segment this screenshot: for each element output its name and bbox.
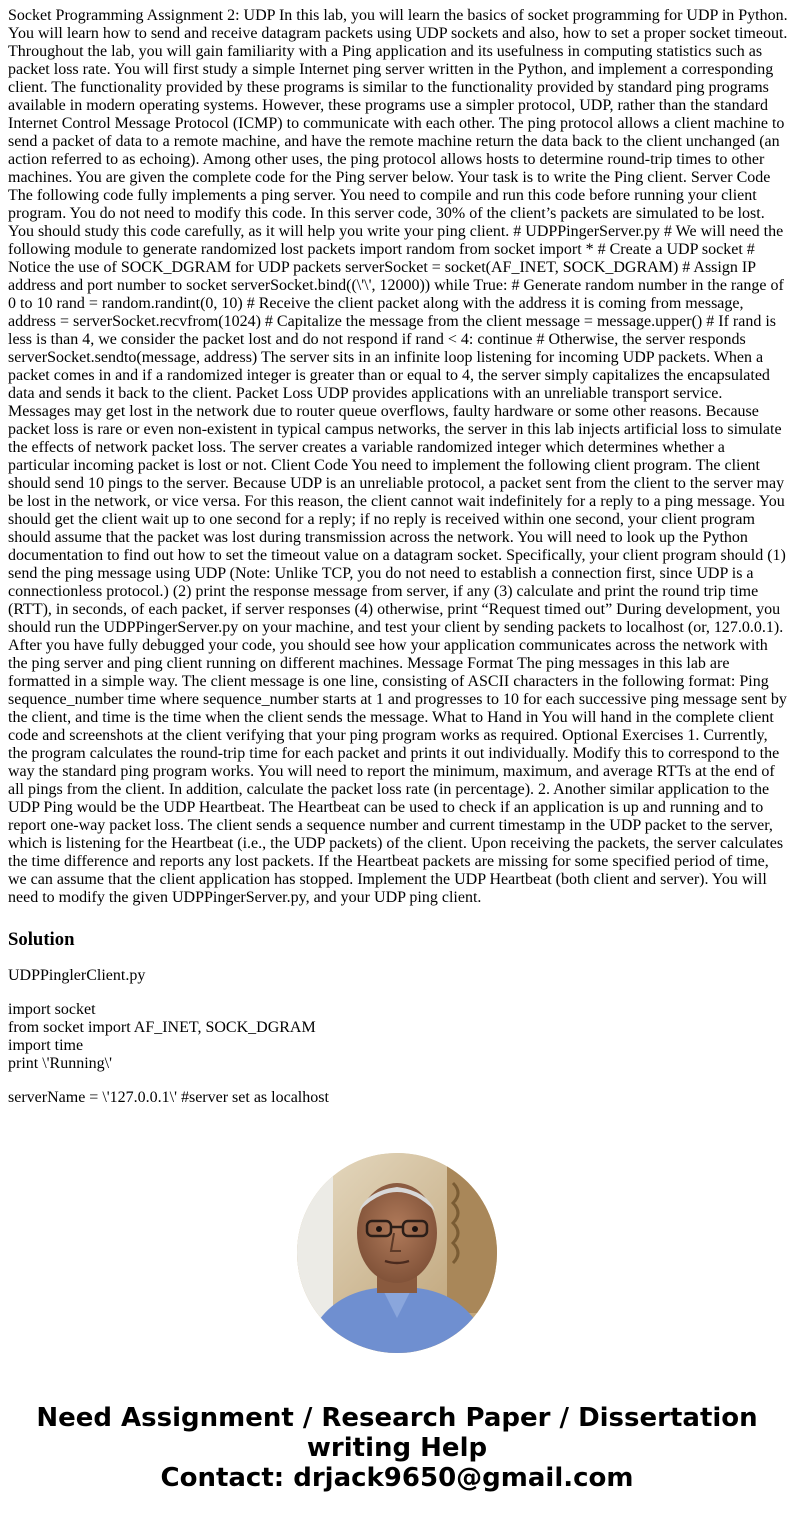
code-block-imports — [8, 1001, 788, 1073]
code-block-server-name — [8, 1089, 788, 1107]
document-content — [8, 7, 788, 1107]
solution-heading: Solution — [8, 929, 75, 950]
author-portrait-image — [297, 1153, 497, 1353]
code-line: print \'Running\' — [8, 1055, 112, 1072]
solution-filename: UDPPinglerClient.py — [8, 967, 146, 984]
promo-line-1: Need Assignment / Research Paper / Dissertation — [36, 1403, 758, 1433]
code-line: serverName = \'127.0.0.1\' #server set as localhost — [8, 1089, 329, 1106]
promo-contact: Contact: drjack9650@gmail.com — [160, 1463, 634, 1493]
author-avatar — [297, 1153, 497, 1353]
code-line: import socket — [8, 1001, 96, 1018]
question-text: Socket Programming Assignment 2: UDP In this lab, you will learn the basics of socket programming for UDP in Python. You will learn how to send and receive datagram packets using UDP sockets and also, how to set a proper socket timeout. Throughout the lab, you will gain familiarity with a Ping application and its usefulness in computing statistics such as packet loss rate. You will first study a simple Internet ping server written in the Python, and implement a corresponding client. The functionality provided by these programs is similar to the functionality provided by standard ping programs available in modern operating systems. However, these programs use a simpler protocol, UDP, rather than the standard Internet Control Message Protocol (ICMP) to communicate with each other. The ping protocol allows a client machine to send a packet of data to a remote machine, and have the remote machine return the data back to the client unchanged (an action referred to as echoing). Among other uses, the ping protocol allows hosts to determine round-trip times to other machines. You are given the complete code for the Ping server below. Your task is to write the Ping client. Server Code The following code fully implements a ping server. You need to compile and run this code before running your client program. You do not need to modify this code. In this server code, 30% of the client’s packets are simulated to be lost. You should study this code carefully, as it will help you write your ping client. # UDPPingerServer.py # We will need the following module to generate randomized lost packets import random from socket import * # Create a UDP socket # Notice the use of SOCK_DGRAM for UDP packets serverSocket = socket(AF_INET, SOCK_DGRAM) # Assign IP address and port number to socket serverSocket.bind((\'\', 12000)) while True: # Generate random number in the range of 0 to 10 rand = random.randint(0, 10) # Receive the client packet along with the address it is coming from message, address = serverSocket.recvfrom(1024) # Capitalize the message from the client message = message.upper() # If rand is less is than 4, we consider the packet lost and do not respond if rand < 4: continue # Otherwise, the server responds serverSocket.sendto(message, address) The server sits in an infinite loop listening for incoming UDP packets. When a packet comes in and if a randomized integer is greater than or equal to 4, the server simply capitalizes the encapsulated data and sends it back to the client. Packet Loss UDP provides applications with an unreliable transport service. Messages may get lost in the network due to router queue overflows, faulty hardware or some other reasons. Because packet loss is rare or even non-existent in typical campus networks, the server in this lab injects artificial loss to simulate the effects of network packet loss. The server creates a variable randomized integer which determines whether a particular incoming packet is lost or not. Client Code You need to implement the following client program. The client should send 10 pings to the server. Because UDP is an unreliable protocol, a packet sent from the client to the server may be lost in the network, or vice versa. For this reason, the client cannot wait indefinitely for a reply to a ping message. You should get the client wait up to one second for a reply; if no reply is received within one second, your client program should assume that the packet was lost during transmission across the network. You will need to look up the Python documentation to find out how to set the timeout value on a datagram socket. Specifically, your client program should (1) send the ping message using UDP (Note: Unlike TCP, you do not need to establish a connection first, since UDP is a connectionless protocol.) (2) print the response message from server, if any (3) calculate and print the round trip time (RTT), in seconds, of each packet, if server responses (4) otherwise, print “Request timed out” During development, you should run the UDPPingerServer.py on your machine, and test your client by sending packets to localhost (or, 127.0.0.1). After you have fully debugged your code, you should see how your application communicates across the network with the ping server and ping client running on different machines. Message Format The ping messages in this lab are formatted in a simple way. The client message is one line, consisting of ASCII characters in the following format: Ping sequence_number time where sequence_number starts at 1 and progresses to 10 for each successive ping message sent by the client, and time is the time when the client sends the message. What to Hand in You will hand in the complete client code and screenshots at the client verifying that your ping program works as required. Optional Exercises 1. Currently, the program calculates the round-trip time for each packet and prints it out individually. Modify this to correspond to the way the standard ping program works. You will need to report the minimum, maximum, and average RTTs at the end of all pings from the client. In addition, calculate the packet loss rate (in percentage). 2. Another similar application to the UDP Ping would be the UDP Heartbeat. The Heartbeat can be used to check if an application is up and running and to report one-way packet loss. The client sends a sequence number and current timestamp in the UDP packet to the server, which is listening for the Heartbeat (i.e., the UDP packets) of the client. Upon receiving the packets, the server calculates the time difference and reports any lost packets. If the Heartbeat packets are missing for some specified period of time, we can assume that the client application has stopped. Implement the UDP Heartbeat (both client and server). You will need to modify the given UDPPingerServer.py, and your UDP ping client. — [8, 7, 788, 906]
code-line: from socket import AF_INET, SOCK_DGRAM — [8, 1019, 316, 1036]
promo-banner — [0, 1403, 794, 1493]
promo-line-2: writing Help — [306, 1433, 488, 1463]
code-line: import time — [8, 1037, 84, 1054]
